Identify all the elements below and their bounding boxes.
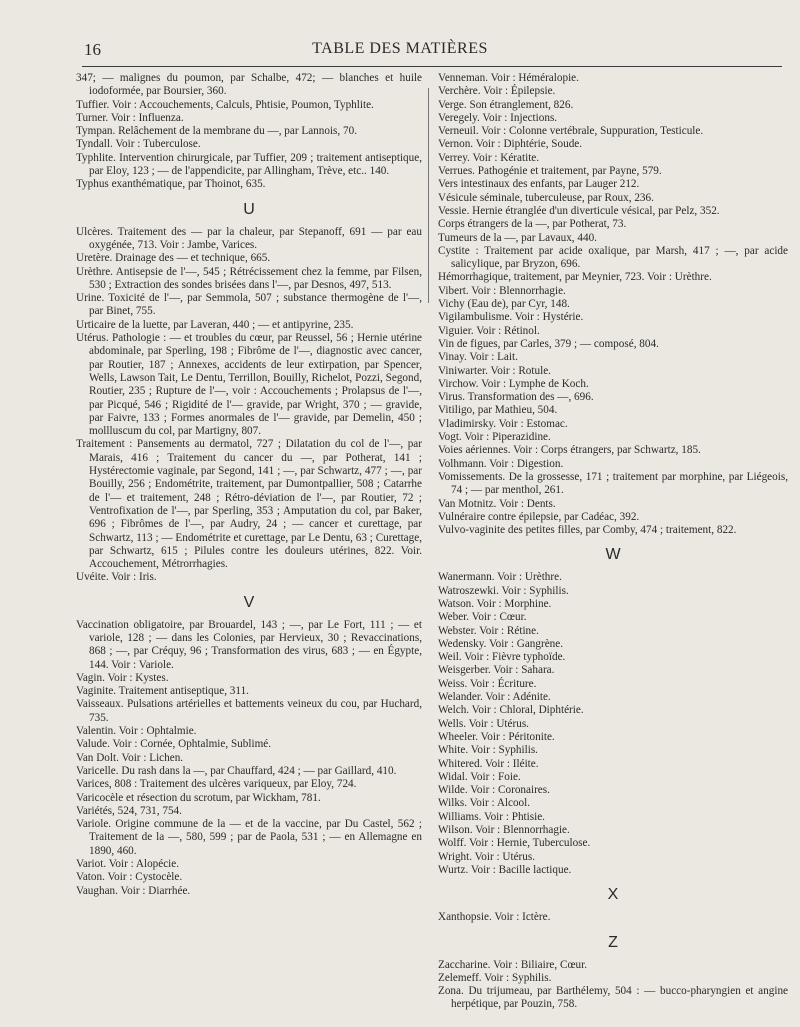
index-entry: Wheeler. Voir : Péritonite. bbox=[438, 730, 555, 743]
index-entry: Wilson. Voir : Blennorrhagie. bbox=[438, 824, 570, 837]
index-entry: Zona. Du trijumeau, par Barthélemy, 504 : — bucco-pharyngien et angine herpétique, par Pouzin, 758. bbox=[438, 985, 788, 1011]
index-entry: Vagin. Voir : Kystes. bbox=[76, 671, 169, 684]
index-entry: Vaisseaux. Pulsations artérielles et battements veineux du cou, par Huchard, 735. bbox=[76, 698, 422, 724]
index-entry: Watroszewki. Voir : Syphilis. bbox=[438, 584, 569, 597]
index-entry: Weber. Voir : Cœur. bbox=[438, 611, 527, 624]
index-entry: Traitement : Pansements au dermatol, 727 ; Dilatation du col de l'—, par Marais, 416 ; Traitement du cancer du —, par Potherat, 141 ; Hystérectomie vaginale, par Segond, 141 ; —, par Schwartz, 477 ; —, par Bouilly, 256 ; Endométrite, traitement, par Dumontpallier, 508 ; Catarrhe de l'— et traitement, 248 ; Rétro-déviation de l'—, par Routier, 72 ; Ventrofixation de l'—, par Sperling, 353 ; Amputation du col, par Baker, 696 ; Fibrômes de l'—, par Audry, 24 ; — cancer et curettage, par Schwartz, 113 ; — Endométrite et curettage, par Le Dentu, 63 ; Curettage, par Schwartz, 615 ; Pilules contre les douleurs utérines, 822. Voir. Accouchement, Métrorrhagies. bbox=[76, 438, 422, 571]
index-entry: Vessie. Hernie étranglée d'un diverticule vésical, par Pelz, 352. bbox=[438, 204, 720, 217]
index-entry: Vaginite. Traitement antiseptique, 311. bbox=[76, 685, 249, 698]
index-entry: Welch. Voir : Chloral, Diphtérie. bbox=[438, 704, 584, 717]
index-entry: Varices, 808 : Traitement des ulcères variqueux, par Eloy, 724. bbox=[76, 778, 357, 791]
index-entry: Wedensky. Voir : Gangrène. bbox=[438, 637, 564, 650]
index-entry: Variole. Origine commune de la — et de la vaccine, par Du Castel, 562 ; Traitement de la —, 580, 599 ; par de Paola, 531 ; — en Allemagne en 1890, 460. bbox=[76, 818, 422, 857]
index-entry: Vaccination obligatoire, par Brouardel, 143 ; —, par Le Fort, 111 ; — et variole, 128 ; — dans les Colonies, par Hervieux, 30 ; Revaccinations, 868 ; —, par Créquy, 96 ; Transformation des virus, 683 ; — en Égypte, 144. Voir : Variole. bbox=[76, 618, 422, 671]
index-entry: Vernon. Voir : Diphtérie, Soude. bbox=[438, 138, 583, 151]
index-entry: Utérus. Pathologie : — et troubles du cœur, par Reussel, 56 ; Hernie utérine abdominale, par Sperling, 198 ; Fibrôme de l'—, diagnostic avec cancer, par Routier, 187 ; Annexes, accidents de leur extirpation, par Spencer, Wells, Lawson Tait, Le Dentu, Terrillon, Bouilly, Richelot, Pozzi, Segond, Routier, 235 ; Rupture de l'—, voir : Accouchements ; Prolapsus de l'—, par Picqué, 546 ; Rigidité de l'— gravide, par Wright, 370 ; — gravide, par Faivre, 133 ; Formes anormales de l'— gravide, par Demelin, 450 ; mollluscum du col, par Martigny, 807. bbox=[76, 332, 422, 438]
index-entry: Verge. Son étranglement, 826. bbox=[438, 98, 574, 111]
section-letter: V bbox=[243, 593, 255, 611]
right-column bbox=[438, 72, 788, 1012]
index-entry: Vaughan. Voir : Diarrhée. bbox=[76, 884, 191, 897]
section-letter: X bbox=[607, 886, 619, 904]
index-entry: Virus. Transformation des —, 696. bbox=[438, 391, 594, 404]
index-entry: Webster. Voir : Rétine. bbox=[438, 624, 539, 637]
index-entry: Wolff. Voir : Hernie, Tuberculose. bbox=[438, 837, 591, 850]
index-entry: Valentin. Voir : Ophtalmie. bbox=[76, 725, 197, 738]
index-entry: Hémorrhagique, traitement, par Meynier, 723. Voir : Urèthre. bbox=[438, 271, 712, 284]
index-entry: 347; — malignes du poumon, par Schalbe, 472; — blanches et huile iodoformée, par Boursier, 360. bbox=[76, 72, 422, 98]
index-entry: Verneuil. Voir : Colonne vertébrale, Suppuration, Testicule. bbox=[438, 125, 704, 138]
index-entry: Vibert. Voir : Blennorrhagie. bbox=[438, 284, 566, 297]
index-entry: Zelemeff. Voir : Syphilis. bbox=[438, 971, 552, 984]
index-entry: Turner. Voir : Influenza. bbox=[76, 111, 184, 124]
index-entry: Vigilambulisme. Voir : Hystérie. bbox=[438, 311, 584, 324]
index-entry: Urèthre. Antisepsie de l'—, 545 ; Rétrécissement chez la femme, par Filsen, 530 ; Extraction des sondes brisées dans l'—, par Desnos, 497, 513. bbox=[76, 265, 422, 291]
index-entry: Tympan. Relâchement de la membrane du —, par Lannois, 70. bbox=[76, 125, 357, 138]
index-entry: Whitered. Voir : Iléite. bbox=[438, 757, 539, 770]
index-entry: Vésicule séminale, tuberculeuse, par Roux, 236. bbox=[438, 191, 654, 204]
index-entry: Vaton. Voir : Cystocèle. bbox=[76, 871, 183, 884]
index-entry: Typhus exanthématique, par Thoinot, 635. bbox=[76, 178, 266, 191]
index-entry: Vin de figues, par Carles, 379 ; — composé, 804. bbox=[438, 337, 659, 350]
page-header bbox=[0, 0, 800, 70]
index-entry: Verrey. Voir : Kératite. bbox=[438, 151, 540, 164]
index-entry: Varicocèle et résection du scrotum, par Wickham, 781. bbox=[76, 791, 321, 804]
index-entry: Volhmann. Voir : Digestion. bbox=[438, 457, 564, 470]
index-entry: Venneman. Voir : Héméralopie. bbox=[438, 72, 579, 84]
index-entry: Corps étrangers de la —, par Potherat, 73. bbox=[438, 218, 627, 231]
index-entry: Vomissements. De la grossesse, 171 ; traitement par morphine, par Liégeois, 74 ; — par menthol, 261. bbox=[438, 470, 788, 497]
index-entry: Tuffier. Voir : Accouchements, Calculs, Phtisie, Poumon, Typhlite. bbox=[76, 98, 374, 111]
index-entry: Van Dolt. Voir : Lichen. bbox=[76, 751, 184, 764]
index-entry: Wells. Voir : Utérus. bbox=[438, 717, 529, 730]
index-entry: Vulvo-vaginite des petites filles, par Comby, 474 ; traitement, 822. bbox=[438, 524, 737, 537]
index-entry: Wilde. Voir : Coronaires. bbox=[438, 784, 550, 797]
index-entry: Variot. Voir : Alopécie. bbox=[76, 858, 180, 871]
index-entry: Vulnéraire contre épilepsie, par Cadéac, 392. bbox=[438, 510, 640, 523]
index-entry: Veregely. Voir : Injections. bbox=[438, 111, 558, 124]
header-rule bbox=[82, 66, 782, 67]
index-entry: Varicelle. Du rash dans la —, par Chauffard, 424 ; — par Gaillard, 410. bbox=[76, 764, 397, 777]
index-entry: Vers intestinaux des enfants, par Lauger 212. bbox=[438, 178, 640, 191]
index-entry: Vogt. Voir : Piperazidine. bbox=[438, 431, 551, 444]
index-entry: Vichy (Eau de), par Cyr, 148. bbox=[438, 298, 570, 311]
index-entry: Virchow. Voir : Lymphe de Koch. bbox=[438, 377, 589, 390]
index-entry: Zaccharine. Voir : Biliaire, Cœur. bbox=[438, 958, 588, 971]
index-entry: White. Voir : Syphilis. bbox=[438, 744, 538, 757]
index-entry: Weiss. Voir : Écriture. bbox=[438, 677, 537, 690]
index-entry: Xanthopsie. Voir : Ictère. bbox=[438, 911, 551, 924]
index-entry: Williams. Voir : Phtisie. bbox=[438, 810, 545, 823]
page-title: TABLE DES MATIÈRES bbox=[312, 40, 488, 57]
index-entry: Vladimirsky. Voir : Estomac. bbox=[438, 417, 568, 430]
index-entry: Urine. Toxicité de l'—, par Semmola, 507 ; substance thermogène de l'—, par Binet, 755. bbox=[76, 292, 422, 318]
index-entry: Vinay. Voir : Lait. bbox=[438, 351, 518, 364]
index-entry: Widal. Voir : Foie. bbox=[438, 770, 521, 783]
index-entry: Tumeurs de la —, par Lavaux, 440. bbox=[438, 231, 597, 244]
index-entry: Tyndall. Voir : Tuberculose. bbox=[76, 138, 201, 151]
index-entry: Viguier. Voir : Rétinol. bbox=[438, 324, 540, 337]
index-entry: Viniwarter. Voir : Rotule. bbox=[438, 364, 551, 377]
index-entry: Uretère. Drainage des — et technique, 665. bbox=[76, 252, 271, 265]
index-entry: Uvéite. Voir : Iris. bbox=[76, 571, 157, 584]
index-entry: Verchère. Voir : Épilepsie. bbox=[438, 85, 556, 98]
index-entry: Voies aériennes. Voir : Corps étrangers, par Schwartz, 185. bbox=[438, 444, 701, 457]
index-entry: Ulcères. Traitement des — par la chaleur, par Stepanoff, 691 — par eau oxygénée, 713. Voir : Jambe, Varices. bbox=[76, 225, 422, 251]
index-entry: Cystite : Traitement par acide oxalique, par Marsh, 417 ; —, par acide salicylique, par Bryzon, 696. bbox=[438, 244, 788, 271]
section-letter: W bbox=[605, 546, 621, 564]
index-entry: Wilks. Voir : Alcool. bbox=[438, 797, 531, 810]
index-entry: Wurtz. Voir : Bacille lactique. bbox=[438, 863, 572, 876]
index-entry: Van Motnitz. Voir : Dents. bbox=[438, 497, 556, 510]
section-letter: U bbox=[243, 200, 255, 218]
index-entry: Wright. Voir : Utérus. bbox=[438, 850, 536, 863]
page-number: 16 bbox=[84, 40, 101, 59]
index-entry: Valude. Voir : Cornée, Ophtalmie, Sublimé. bbox=[76, 738, 272, 751]
index-entry: Weisgerber. Voir : Sahara. bbox=[438, 664, 555, 677]
index-entry: Urticaire de la luette, par Laveran, 440 ; — et antipyrine, 235. bbox=[76, 318, 354, 331]
index-entry: Verrues. Pathogénie et traitement, par Payne, 579. bbox=[438, 165, 662, 178]
index-entry: Vitiligo, par Mathieu, 504. bbox=[438, 404, 558, 417]
column-divider bbox=[428, 88, 429, 303]
index-entry: Weil. Voir : Fièvre typhoïde. bbox=[438, 651, 566, 664]
index-entry: Typhlite. Intervention chirurgicale, par Tuffier, 209 ; traitement antiseptique, par Eloy, 123 ; — de l'appendicite, par Allingham, Trève, etc.. 140. bbox=[76, 151, 422, 178]
left-column bbox=[76, 72, 422, 898]
index-entry: Wanermann. Voir : Urèthre. bbox=[438, 571, 562, 584]
index-entry: Welander. Voir : Adénite. bbox=[438, 691, 551, 704]
index-entry: Variétés, 524, 731, 754. bbox=[76, 804, 182, 817]
section-letter: Z bbox=[608, 933, 618, 951]
index-entry: Watson. Voir : Morphine. bbox=[438, 597, 552, 610]
